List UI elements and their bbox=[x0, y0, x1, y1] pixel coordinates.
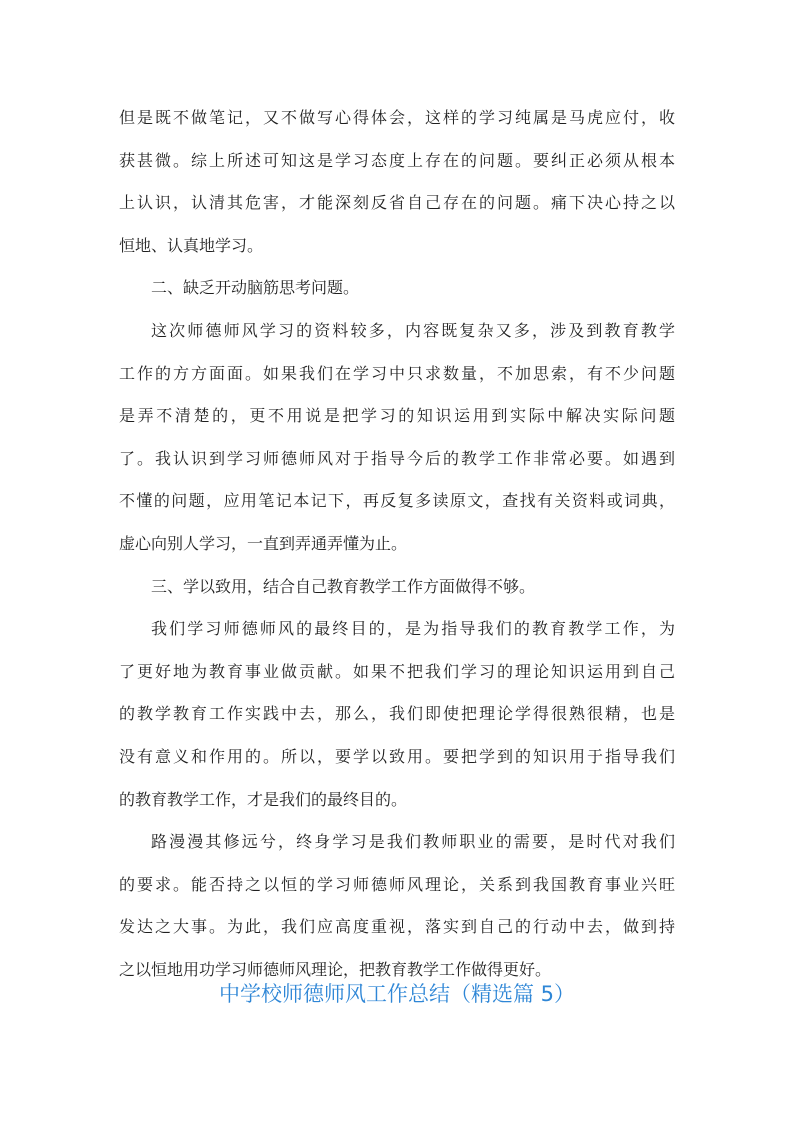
section-heading-3: 三、学以致用，结合自己教育教学工作方面做得不够。 bbox=[151, 576, 536, 596]
text-line: 工作的方方面面。如果我们在学习中只求数量，不加思索，有不少问题 bbox=[119, 363, 675, 383]
text-line: 的要求。能否持之以恒的学习师德师风理论，关系到我国教育事业兴旺 bbox=[119, 874, 675, 894]
text-line: 是弄不清楚的，更不用说是把学习的知识运用到实际中解决实际问题 bbox=[119, 406, 675, 426]
text-line: 没有意义和作用的。所以，要学以致用。要把学到的知识用于指导我们 bbox=[119, 746, 675, 766]
text-line: 但是既不做笔记，又不做写心得体会，这样的学习纯属是马虎应付，收 bbox=[119, 108, 675, 127]
text-line: 虚心向别人学习，一直到弄通弄懂为止。 bbox=[119, 533, 408, 553]
text-line: 这次师德师风学习的资料较多，内容既复杂又多，涉及到教育教学 bbox=[151, 320, 675, 340]
text-line: 发达之大事。为此，我们应高度重视，落实到自己的行动中去，做到持 bbox=[119, 917, 675, 937]
text-line: 上认识，认清其危害，才能深刻反省自己存在的问题。痛下决心持之以 bbox=[119, 193, 675, 213]
text-line: 之以恒地用功学习师德师风理论，把教育教学工作做得更好。 bbox=[119, 959, 552, 979]
text-line: 了。我认识到学习师德师风对于指导今后的教学工作非常必要。如遇到 bbox=[119, 448, 675, 468]
text-line: 不懂的问题，应用笔记本记下，再反复多读原文，查找有关资料或词典， bbox=[119, 491, 675, 511]
section-heading-2: 二、缺乏开动脑筋思考问题。 bbox=[151, 278, 360, 298]
text-line: 获甚微。综上所述可知这是学习态度上存在的问题。要纠正必须从根本 bbox=[119, 150, 675, 170]
text-line: 恒地、认真地学习。 bbox=[119, 235, 264, 255]
body-text bbox=[119, 102, 675, 996]
text-line: 的教育教学工作，才是我们的最终目的。 bbox=[119, 789, 408, 809]
section-title: 中学校师德师风工作总结（精选篇 5） bbox=[218, 982, 576, 1006]
text-line: 路漫漫其修远兮，终身学习是我们教师职业的需要，是时代对我们 bbox=[151, 832, 675, 852]
text-line: 了更好地为教育事业做贡献。如果不把我们学习的理论知识运用到自己 bbox=[119, 661, 675, 681]
text-line: 我们学习师德师风的最终目的，是为指导我们的教育教学工作，为 bbox=[151, 619, 675, 639]
text-line: 的教学教育工作实践中去，那么，我们即使把理论学得很熟很精，也是 bbox=[119, 704, 675, 724]
